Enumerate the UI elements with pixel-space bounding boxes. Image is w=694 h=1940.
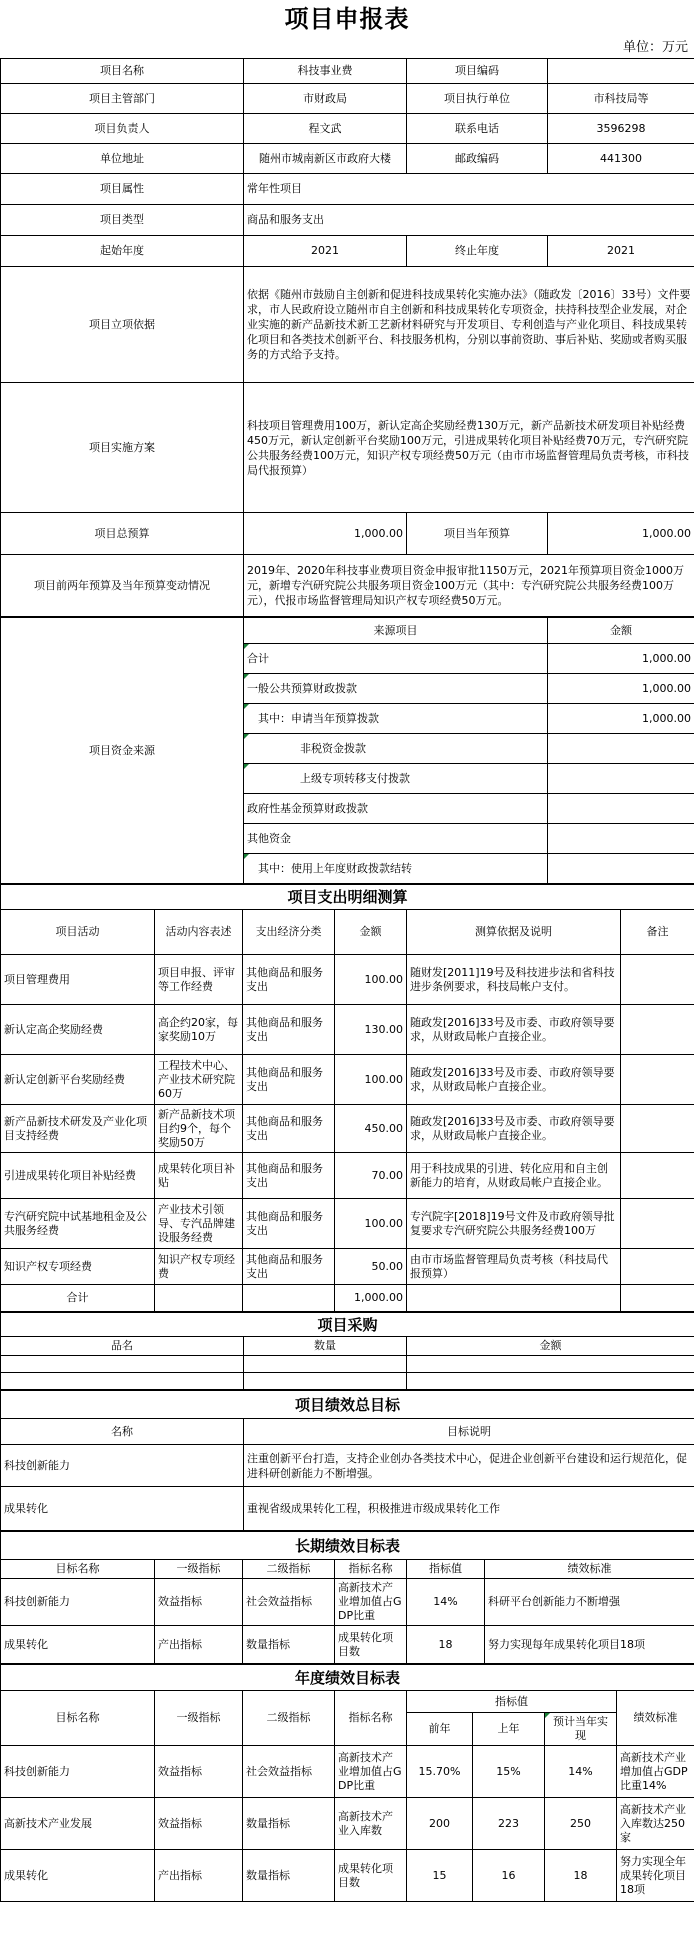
funding-label: 项目资金来源	[1, 618, 244, 884]
expense-content: 工程技术中心、产业技术研究院60万	[155, 1055, 243, 1105]
procurement-empty-row	[1, 1373, 694, 1390]
longterm-metric: 高新技术产业增加值占GDP比重	[335, 1579, 407, 1626]
address-value: 随州市城南新区市政府大楼	[244, 144, 407, 174]
expense-activity: 新认定高企奖励经费	[1, 1005, 155, 1055]
annual-row	[1, 1798, 694, 1850]
procurement-table	[0, 1312, 694, 1390]
start-year-value: 2021	[244, 236, 407, 267]
expense-content: 成果转化项目补贴	[155, 1153, 243, 1199]
annual-prev2: 15.70%	[407, 1746, 473, 1798]
expense-activity: 专汽研究院中试基地租金及公共服务经费	[1, 1199, 155, 1249]
expense-row	[1, 1153, 694, 1199]
expense-total-empty	[243, 1285, 335, 1312]
annual-lv1: 效益指标	[155, 1746, 243, 1798]
expense-note	[621, 1249, 694, 1285]
project-name-value: 科技事业费	[244, 59, 407, 84]
zip-label: 邮政编码	[407, 144, 548, 174]
basic-info-table	[0, 58, 694, 617]
annual-prev1: 15%	[473, 1746, 545, 1798]
expense-total-empty	[155, 1285, 243, 1312]
expense-header: 金额	[335, 910, 407, 955]
project-name-label: 项目名称	[1, 59, 244, 84]
longterm-header: 目标名称	[1, 1560, 155, 1579]
attribute-value: 常年性项目	[244, 174, 694, 205]
expense-row	[1, 1005, 694, 1055]
plan-label: 项目实施方案	[1, 383, 244, 513]
annual-current: 250	[545, 1798, 617, 1850]
funding-row-amount	[548, 854, 694, 884]
longterm-header: 指标值	[407, 1560, 485, 1579]
funding-row-amount	[548, 734, 694, 764]
longterm-header: 绩效标准	[485, 1560, 694, 1579]
funding-row-amount: 1,000.00	[548, 704, 694, 734]
funding-row-amount	[548, 764, 694, 794]
expense-note	[621, 1055, 694, 1105]
annual-standard: 高新技术产业增加值占GDP比重14%	[617, 1746, 694, 1798]
expense-content: 项目申报、评审等工作经费	[155, 955, 243, 1005]
longterm-goal: 科技创新能力	[1, 1579, 155, 1626]
funding-row-name: 合计	[244, 644, 548, 674]
annual-header-metric: 指标名称	[335, 1691, 407, 1746]
phone-value: 3596298	[548, 114, 694, 144]
annual-row	[1, 1746, 694, 1798]
annual-prev1: 16	[473, 1850, 545, 1902]
expense-row	[1, 1199, 694, 1249]
annual-current: 14%	[545, 1746, 617, 1798]
longterm-value: 18	[407, 1626, 485, 1664]
annual-goal: 高新技术产业发展	[1, 1798, 155, 1850]
overall-goal-row	[1, 1487, 694, 1531]
expense-category: 其他商品和服务支出	[243, 1005, 335, 1055]
expense-total-label: 合计	[1, 1285, 155, 1312]
annual-header-prev2: 前年	[407, 1713, 473, 1746]
expense-note	[621, 955, 694, 1005]
expense-note	[621, 1199, 694, 1249]
longterm-header: 二级指标	[243, 1560, 335, 1579]
funding-row-amount	[548, 824, 694, 854]
funding-source-header: 来源项目	[244, 618, 548, 644]
expense-content: 产业技术引领导、专汽品牌建设服务经费	[155, 1199, 243, 1249]
annual-prev2: 15	[407, 1850, 473, 1902]
overall-goal-row	[1, 1445, 694, 1487]
owner-value: 程文武	[244, 114, 407, 144]
overall-goal-table	[0, 1390, 694, 1531]
overall-goal-desc: 重视省级成果转化工程，积极推进市级成果转化工作	[244, 1487, 694, 1531]
annual-metric: 高新技术产业增加值占GDP比重	[335, 1746, 407, 1798]
expense-category: 其他商品和服务支出	[243, 1199, 335, 1249]
procurement-empty-row	[1, 1356, 694, 1373]
procurement-section-title: 项目采购	[1, 1313, 694, 1337]
expense-basis: 随政发[2016]33号及市委、市政府领导要求，从财政局帐户直接企业。	[407, 1005, 621, 1055]
annual-section-title: 年度绩效目标表	[1, 1665, 694, 1691]
annual-metric: 成果转化项目数	[335, 1850, 407, 1902]
expense-header: 备注	[621, 910, 694, 955]
funding-row-name: 政府性基金预算财政拨款	[244, 794, 548, 824]
funding-row-name: 非税资金拨款	[244, 734, 548, 764]
address-label: 单位地址	[1, 144, 244, 174]
expense-basis: 随政发[2016]33号及市委、市政府领导要求，从财政局帐户直接企业。	[407, 1055, 621, 1105]
annual-header-lv2: 二级指标	[243, 1691, 335, 1746]
overall-goal-name: 科技创新能力	[1, 1445, 244, 1487]
zip-value: 441300	[548, 144, 694, 174]
expense-table	[0, 884, 694, 1312]
current-budget-value: 1,000.00	[548, 513, 694, 555]
funding-row-name: 其中：使用上年度财政拨款结转	[244, 854, 548, 884]
expense-amount: 450.00	[335, 1105, 407, 1153]
annual-header-prev1: 上年	[473, 1713, 545, 1746]
annual-goal: 成果转化	[1, 1850, 155, 1902]
longterm-row	[1, 1626, 694, 1664]
procurement-header: 金额	[407, 1337, 694, 1356]
annual-current: 18	[545, 1850, 617, 1902]
expense-activity: 项目管理费用	[1, 955, 155, 1005]
expense-section-title: 项目支出明细测算	[1, 885, 694, 910]
unit-label: 单位：万元	[622, 40, 688, 55]
longterm-lv1: 效益指标	[155, 1579, 243, 1626]
longterm-lv2: 社会效益指标	[243, 1579, 335, 1626]
funding-row-name: 一般公共预算财政拨款	[244, 674, 548, 704]
total-budget-label: 项目总预算	[1, 513, 244, 555]
expense-note	[621, 1005, 694, 1055]
end-year-label: 终止年度	[407, 236, 548, 267]
current-budget-label: 项目当年预算	[407, 513, 548, 555]
expense-basis: 由市市场监督管理局负责考核（科技局代报预算）	[407, 1249, 621, 1285]
expense-amount: 100.00	[335, 1199, 407, 1249]
expense-activity: 新产品新技术研发及产业化项目支持经费	[1, 1105, 155, 1153]
expense-note	[621, 1153, 694, 1199]
plan-value: 科技项目管理费用100万，新认定高企奖励经费130万元，新产品新技术研发项目补贴经费450万元，新认定创新平台奖励100万元，引进成果转化项目补贴经费70万元，专汽研究院公共服务经费100万元，知识产权专项经费50万元（由市市场监督管理局负责考核，市科技局代报预算）	[244, 383, 694, 513]
expense-basis: 专汽院字[2018]19号文件及市政府领导批复要求专汽研究院公共服务经费100万	[407, 1199, 621, 1249]
project-code-value	[548, 59, 694, 84]
basis-value: 依据《随州市鼓励自主创新和促进科技成果转化实施办法》（随政发〔2016〕33号）文件要求，市人民政府设立随州市自主创新和科技成果转化专项资金，扶持科技型企业发展，对企业实施的新产品新技术新工艺新材料研究与开发项目、专利创造与产业化项目、科技成果转化项目和各类技术创新平台、科技服务机构，分别以事前资助、事后补贴、奖励或者购买服务的方式给予支持。	[244, 267, 694, 383]
longterm-lv1: 产出指标	[155, 1626, 243, 1664]
expense-total-empty	[621, 1285, 694, 1312]
dept-label: 项目主管部门	[1, 84, 244, 114]
expense-activity: 知识产权专项经费	[1, 1249, 155, 1285]
expense-basis: 随财发[2011]19号及科技进步法和省科技进步条例要求，科技局帐户支付。	[407, 955, 621, 1005]
expense-category: 其他商品和服务支出	[243, 955, 335, 1005]
funding-row-name: 上级专项转移支付拨款	[244, 764, 548, 794]
annual-header-lv1: 一级指标	[155, 1691, 243, 1746]
expense-row	[1, 955, 694, 1005]
annual-lv1: 产出指标	[155, 1850, 243, 1902]
expense-activity: 引进成果转化项目补贴经费	[1, 1153, 155, 1199]
longterm-section-title: 长期绩效目标表	[1, 1532, 694, 1560]
form-title: 项目申报表	[284, 5, 410, 33]
phone-label: 联系电话	[407, 114, 548, 144]
exec-unit-value: 市科技局等	[548, 84, 694, 114]
longterm-standard: 科研平台创新能力不断增强	[485, 1579, 694, 1626]
annual-header-standard: 绩效标准	[617, 1691, 694, 1746]
annual-lv1: 效益指标	[155, 1798, 243, 1850]
funding-row-name: 其中：申请当年预算拨款	[244, 704, 548, 734]
total-budget-value: 1,000.00	[244, 513, 407, 555]
annual-lv2: 社会效益指标	[243, 1746, 335, 1798]
annual-standard: 努力实现全年成果转化项目18项	[617, 1850, 694, 1902]
expense-header: 支出经济分类	[243, 910, 335, 955]
longterm-metric: 成果转化项目数	[335, 1626, 407, 1664]
expense-header: 测算依据及说明	[407, 910, 621, 955]
overall-goal-name-header: 名称	[1, 1419, 244, 1445]
funding-row-amount: 1,000.00	[548, 674, 694, 704]
expense-basis: 用于科技成果的引进、转化应用和自主创新能力的培育，从财政局帐户直接企业。	[407, 1153, 621, 1199]
funding-row-name: 其他资金	[244, 824, 548, 854]
exec-unit-label: 项目执行单位	[407, 84, 548, 114]
annual-lv2: 数量指标	[243, 1798, 335, 1850]
expense-note	[621, 1105, 694, 1153]
dept-value: 市财政局	[244, 84, 407, 114]
expense-content: 高企约20家，每家奖励10万	[155, 1005, 243, 1055]
longterm-header: 指标名称	[335, 1560, 407, 1579]
longterm-lv2: 数量指标	[243, 1626, 335, 1664]
longterm-header: 一级指标	[155, 1560, 243, 1579]
type-value: 商品和服务支出	[244, 205, 694, 236]
expense-amount: 100.00	[335, 1055, 407, 1105]
expense-content: 新产品新技术项目约9个，每个奖励50万	[155, 1105, 243, 1153]
annual-header-current: 预计当年实现	[545, 1713, 617, 1746]
attribute-label: 项目属性	[1, 174, 244, 205]
end-year-value: 2021	[548, 236, 694, 267]
expense-activity: 新认定创新平台奖励经费	[1, 1055, 155, 1105]
basis-label: 项目立项依据	[1, 267, 244, 383]
project-code-label: 项目编码	[407, 59, 548, 84]
prev-budget-label: 项目前两年预算及当年预算变动情况	[1, 555, 244, 617]
expense-basis: 随政发[2016]33号及市委、市政府领导要求，从财政局帐户直接企业。	[407, 1105, 621, 1153]
owner-label: 项目负责人	[1, 114, 244, 144]
expense-amount: 70.00	[335, 1153, 407, 1199]
expense-total-empty	[407, 1285, 621, 1312]
annual-goal: 科技创新能力	[1, 1746, 155, 1798]
funding-row-amount	[548, 794, 694, 824]
annual-metric: 高新技术产业入库数	[335, 1798, 407, 1850]
prev-budget-value: 2019年、2020年科技事业费项目资金申报审批1150万元，2021年预算项目资金1000万元，新增专汽研究院公共服务项目资金100万元（其中：专汽研究院公共服务经费100万元），代报市场监督管理局知识产权专项经费50万元。	[244, 555, 694, 617]
longterm-value: 14%	[407, 1579, 485, 1626]
expense-content: 知识产权专项经费	[155, 1249, 243, 1285]
expense-row	[1, 1249, 694, 1285]
funding-amount-header: 金额	[548, 618, 694, 644]
annual-prev2: 200	[407, 1798, 473, 1850]
annual-row	[1, 1850, 694, 1902]
expense-header: 项目活动	[1, 910, 155, 955]
annual-goal-table	[0, 1664, 694, 1902]
annual-lv2: 数量指标	[243, 1850, 335, 1902]
expense-header: 活动内容表述	[155, 910, 243, 955]
overall-goal-desc: 注重创新平台打造，支持企业创办各类技术中心，促进企业创新平台建设和运行规范化，促进科研创新能力不断增强。	[244, 1445, 694, 1487]
expense-row	[1, 1105, 694, 1153]
longterm-row	[1, 1579, 694, 1626]
expense-category: 其他商品和服务支出	[243, 1249, 335, 1285]
expense-amount: 130.00	[335, 1005, 407, 1055]
longterm-goal-table	[0, 1531, 694, 1664]
expense-category: 其他商品和服务支出	[243, 1105, 335, 1153]
expense-row	[1, 1055, 694, 1105]
annual-standard: 高新技术产业入库数达250家	[617, 1798, 694, 1850]
funding-row-amount: 1,000.00	[548, 644, 694, 674]
expense-category: 其他商品和服务支出	[243, 1055, 335, 1105]
expense-total-amount: 1,000.00	[335, 1285, 407, 1312]
overall-goal-desc-header: 目标说明	[244, 1419, 694, 1445]
expense-amount: 50.00	[335, 1249, 407, 1285]
overall-goal-name: 成果转化	[1, 1487, 244, 1531]
longterm-goal: 成果转化	[1, 1626, 155, 1664]
expense-amount: 100.00	[335, 955, 407, 1005]
overall-goal-section-title: 项目绩效总目标	[1, 1391, 694, 1419]
funding-table	[0, 617, 694, 884]
annual-header-goal: 目标名称	[1, 1691, 155, 1746]
start-year-label: 起始年度	[1, 236, 244, 267]
type-label: 项目类型	[1, 205, 244, 236]
procurement-header: 数量	[244, 1337, 407, 1356]
annual-header-value: 指标值	[407, 1691, 617, 1713]
expense-category: 其他商品和服务支出	[243, 1153, 335, 1199]
longterm-standard: 努力实现每年成果转化项目18项	[485, 1626, 694, 1664]
procurement-header: 品名	[1, 1337, 244, 1356]
annual-prev1: 223	[473, 1798, 545, 1850]
